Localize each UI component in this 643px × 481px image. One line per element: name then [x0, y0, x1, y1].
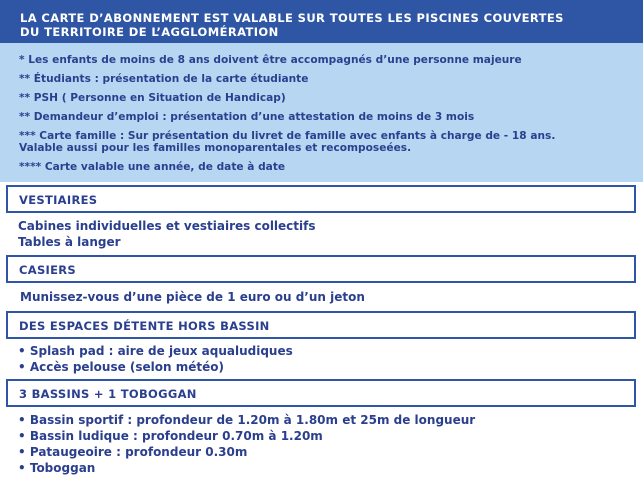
section-header-bassins: 3 BASSINS + 1 TOBOGGAN: [6, 379, 636, 407]
banner-line-1: LA CARTE D’ABONNEMENT EST VALABLE SUR TOUTES LES PISCINES COUVERTES: [20, 11, 564, 25]
list-item: • Bassin ludique : profondeur 0.70m à 1.20m: [18, 429, 323, 443]
section-header-espaces-detente: DES ESPACES DÉTENTE HORS BASSIN: [6, 311, 636, 339]
list-item: • Toboggan: [18, 461, 96, 475]
section-body-casiers: [20, 289, 365, 305]
list-item: • Bassin sportif : profondeur de 1.20m à 1.80m et 25m de longueur: [18, 413, 476, 427]
note-students: ** Étudiants : présentation de la carte étudiante: [19, 73, 309, 85]
section-header-casiers: CASIERS: [6, 255, 636, 283]
list-item: Tables à langer: [18, 235, 121, 249]
section-header-vestiaires: VESTIAIRES: [6, 185, 636, 213]
list-item: Munissez-vous d’une pièce de 1 euro ou d’un jeton: [20, 290, 365, 304]
note-family-line-1: *** Carte famille : Sur présentation du livret de famille avec enfants à charge de - 18 ans.: [19, 130, 556, 142]
header-banner: [0, 0, 643, 43]
list-item: • Pataugeoire : profondeur 0.30m: [18, 445, 248, 459]
note-family-line-2: Valable aussi pour les familles monoparentales et recomposeées.: [19, 142, 412, 154]
note-family: [19, 130, 619, 154]
section-body-bassins: [18, 412, 475, 476]
note-validity: **** Carte valable une année, de date à date: [19, 161, 286, 173]
note-jobseeker: ** Demandeur d’emploi : présentation d’une attestation de moins de 3 mois: [19, 111, 475, 123]
note-psh: ** PSH ( Personne en Situation de Handicap): [19, 92, 286, 104]
banner-line-2: DU TERRITOIRE DE L’AGGLOMÉRATION: [20, 25, 279, 39]
section-body-vestiaires: [18, 218, 316, 250]
list-item: • Splash pad : aire de jeux aqualudiques: [18, 344, 293, 358]
list-item: Cabines individuelles et vestiaires collectifs: [18, 219, 316, 233]
conditions-notes: [0, 43, 643, 182]
section-body-espaces-detente: [18, 343, 293, 375]
list-item: • Accès pelouse (selon météo): [18, 360, 224, 374]
note-children: * Les enfants de moins de 8 ans doivent être accompagnés d’une personne majeure: [19, 54, 522, 66]
